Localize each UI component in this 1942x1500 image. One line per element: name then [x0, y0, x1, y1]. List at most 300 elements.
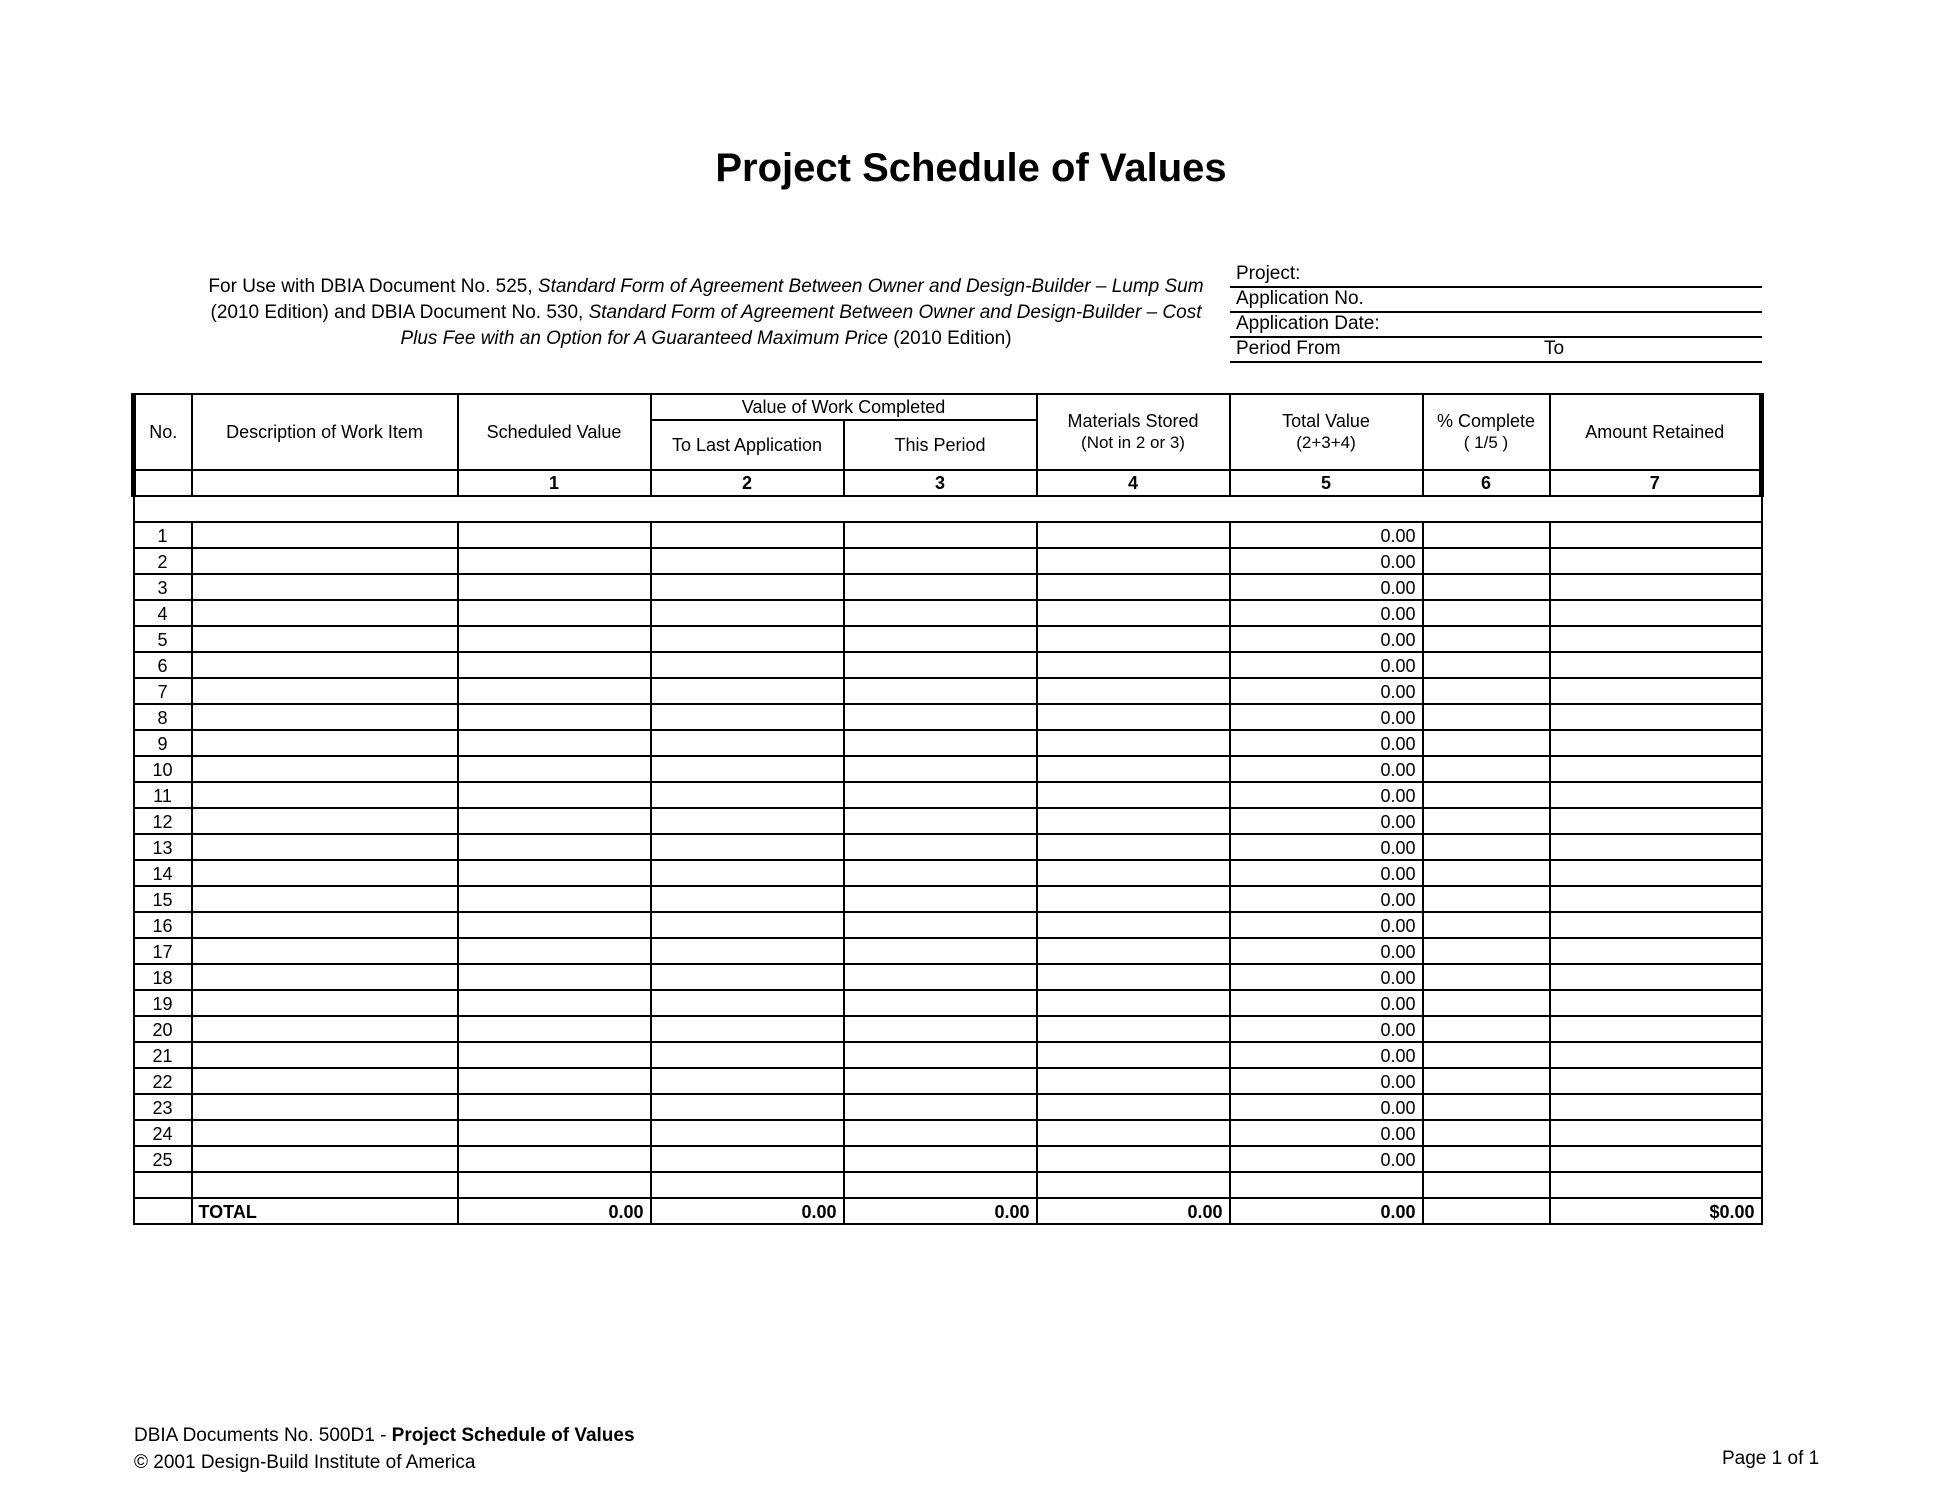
cell-scheduled-value[interactable] — [458, 626, 651, 652]
total-scheduled-value: 0.00 — [458, 1198, 651, 1224]
table-row — [134, 964, 1762, 990]
cell-materials-stored[interactable] — [1037, 548, 1230, 574]
cell-total-value[interactable]: 0.00 — [1230, 1146, 1423, 1172]
cell-scheduled-value[interactable] — [458, 1068, 651, 1094]
cell-total-value[interactable]: 0.00 — [1230, 678, 1423, 704]
cell-amount-retained[interactable] — [1550, 782, 1762, 808]
cell-materials-stored[interactable] — [1037, 938, 1230, 964]
cell-total-value[interactable]: 0.00 — [1230, 704, 1423, 730]
cell-to-last-application[interactable] — [651, 1146, 844, 1172]
project-label: Project: — [1236, 263, 1301, 284]
cell-no[interactable]: 22 — [134, 1068, 192, 1094]
table-row — [134, 938, 1762, 964]
cell-total-value[interactable]: 0.00 — [1230, 964, 1423, 990]
cell-no[interactable]: 19 — [134, 990, 192, 1016]
cell-this-period[interactable] — [844, 756, 1037, 782]
cell-to-last-application[interactable] — [651, 730, 844, 756]
cell-no[interactable]: 4 — [134, 600, 192, 626]
cell-this-period[interactable] — [844, 574, 1037, 600]
header-description: Description of Work Item — [192, 394, 458, 470]
cell-amount-retained[interactable] — [1550, 834, 1762, 860]
header-spacer — [134, 496, 1762, 522]
cell-amount-retained[interactable] — [1550, 1042, 1762, 1068]
cell-materials-stored[interactable] — [1037, 678, 1230, 704]
header-this-period: This Period — [844, 420, 1037, 470]
cell-to-last-application[interactable] — [651, 704, 844, 730]
cell-total-value[interactable]: 0.00 — [1230, 1068, 1423, 1094]
cell-description[interactable] — [192, 782, 458, 808]
cell-amount-retained[interactable] — [1550, 1068, 1762, 1094]
cell-this-period[interactable] — [844, 834, 1037, 860]
table-row — [134, 782, 1762, 808]
cell-description[interactable] — [192, 1094, 458, 1120]
total-amount-retained: $0.00 — [1550, 1198, 1762, 1224]
cell-this-period[interactable] — [844, 1094, 1037, 1120]
cell-to-last-application[interactable] — [651, 600, 844, 626]
cell-description[interactable] — [192, 860, 458, 886]
cell[interactable] — [1037, 1172, 1230, 1198]
cell-to-last-application[interactable] — [651, 1094, 844, 1120]
cell-percent-complete[interactable] — [1423, 1068, 1550, 1094]
cell-scheduled-value[interactable] — [458, 652, 651, 678]
cell-total-value[interactable]: 0.00 — [1230, 626, 1423, 652]
cell-this-period[interactable] — [844, 730, 1037, 756]
application-no-field[interactable] — [1230, 288, 1762, 313]
colnum-6: 6 — [1423, 470, 1550, 496]
cell[interactable] — [1423, 1172, 1550, 1198]
colnum-3: 3 — [844, 470, 1037, 496]
cell-description[interactable] — [192, 730, 458, 756]
cell-percent-complete[interactable] — [1423, 626, 1550, 652]
cell-materials-stored[interactable] — [1037, 522, 1230, 548]
cell-amount-retained[interactable] — [1550, 730, 1762, 756]
application-date-label: Application Date: — [1236, 313, 1380, 334]
cell-percent-complete[interactable] — [1423, 1042, 1550, 1068]
table-row — [134, 704, 1762, 730]
period-field[interactable] — [1230, 338, 1762, 363]
total-label: TOTAL — [192, 1198, 458, 1224]
cell-amount-retained[interactable] — [1550, 938, 1762, 964]
cell-total-value[interactable]: 0.00 — [1230, 522, 1423, 548]
cell-to-last-application[interactable] — [651, 1042, 844, 1068]
application-no-label: Application No. — [1236, 288, 1364, 309]
cell-materials-stored[interactable] — [1037, 834, 1230, 860]
cell-to-last-application[interactable] — [651, 1068, 844, 1094]
cell-amount-retained[interactable] — [1550, 522, 1762, 548]
cell-percent-complete[interactable] — [1423, 1146, 1550, 1172]
header-total-value-label: Total Value — [1282, 411, 1370, 431]
cell-materials-stored[interactable] — [1037, 782, 1230, 808]
cell-to-last-application[interactable] — [651, 886, 844, 912]
table-row — [134, 1068, 1762, 1094]
table-body — [134, 522, 1762, 1172]
cell-description[interactable] — [192, 626, 458, 652]
cell-description[interactable] — [192, 704, 458, 730]
cell-percent-complete[interactable] — [1423, 964, 1550, 990]
cell-total-value[interactable]: 0.00 — [1230, 730, 1423, 756]
cell-scheduled-value[interactable] — [458, 964, 651, 990]
cell-scheduled-value[interactable] — [458, 860, 651, 886]
intro-form-525-title: Standard Form of Agreement Between Owner and Design-Builder – Lump Sum — [537, 276, 1204, 297]
cell-to-last-application[interactable] — [651, 626, 844, 652]
cell-no[interactable]: 16 — [134, 912, 192, 938]
cell-description[interactable] — [192, 548, 458, 574]
cell-scheduled-value[interactable] — [458, 1146, 651, 1172]
cell-description[interactable] — [192, 912, 458, 938]
cell-total-value[interactable]: 0.00 — [1230, 938, 1423, 964]
cell-this-period[interactable] — [844, 1042, 1037, 1068]
cell-this-period[interactable] — [844, 626, 1037, 652]
header-percent-complete — [1423, 394, 1550, 470]
cell-percent-complete[interactable] — [1423, 756, 1550, 782]
footer-doc-prefix: DBIA Documents No. 500D1 - — [134, 1425, 392, 1446]
cell-percent-complete[interactable] — [1423, 990, 1550, 1016]
cell-no[interactable]: 9 — [134, 730, 192, 756]
colnum-2: 2 — [651, 470, 844, 496]
cell-no[interactable]: 3 — [134, 574, 192, 600]
cell-no[interactable]: 11 — [134, 782, 192, 808]
project-field[interactable] — [1230, 263, 1762, 288]
cell-no[interactable]: 5 — [134, 626, 192, 652]
intro-text-3: (2010 Edition) — [887, 328, 1012, 349]
colnum-5: 5 — [1230, 470, 1423, 496]
colnum-blank-no — [134, 470, 192, 496]
cell-total-value[interactable]: 0.00 — [1230, 756, 1423, 782]
cell-total-value[interactable]: 0.00 — [1230, 860, 1423, 886]
table-row — [134, 600, 1762, 626]
cell-scheduled-value[interactable] — [458, 730, 651, 756]
cell-materials-stored[interactable] — [1037, 1016, 1230, 1042]
cell-this-period[interactable] — [844, 938, 1037, 964]
cell-scheduled-value[interactable] — [458, 834, 651, 860]
cell-description[interactable] — [192, 1016, 458, 1042]
table-row — [134, 574, 1762, 600]
table-row — [134, 808, 1762, 834]
cell-materials-stored[interactable] — [1037, 1146, 1230, 1172]
footer-document-line — [134, 1422, 635, 1449]
cell-this-period[interactable] — [844, 678, 1037, 704]
cell-amount-retained[interactable] — [1550, 756, 1762, 782]
table-row — [134, 1042, 1762, 1068]
cell-scheduled-value[interactable] — [458, 808, 651, 834]
cell[interactable] — [458, 1172, 651, 1198]
cell-this-period[interactable] — [844, 704, 1037, 730]
cell-this-period[interactable] — [844, 782, 1037, 808]
cell-amount-retained[interactable] — [1550, 600, 1762, 626]
cell-this-period[interactable] — [844, 548, 1037, 574]
cell-description[interactable] — [192, 1068, 458, 1094]
cell-materials-stored[interactable] — [1037, 574, 1230, 600]
cell-to-last-application[interactable] — [651, 964, 844, 990]
cell-total-value[interactable]: 0.00 — [1230, 1120, 1423, 1146]
cell-materials-stored[interactable] — [1037, 964, 1230, 990]
header-amount-retained: Amount Retained — [1550, 394, 1762, 470]
cell-no[interactable]: 18 — [134, 964, 192, 990]
cell-no[interactable]: 10 — [134, 756, 192, 782]
cell-amount-retained[interactable] — [1550, 1146, 1762, 1172]
cell-to-last-application[interactable] — [651, 652, 844, 678]
cell[interactable] — [651, 1172, 844, 1198]
cell-no[interactable]: 6 — [134, 652, 192, 678]
cell-percent-complete[interactable] — [1423, 860, 1550, 886]
cell-percent-complete[interactable] — [1423, 704, 1550, 730]
cell-no[interactable]: 12 — [134, 808, 192, 834]
cell-no[interactable]: 24 — [134, 1120, 192, 1146]
table-row — [134, 652, 1762, 678]
cell-scheduled-value[interactable] — [458, 574, 651, 600]
cell-total-value[interactable]: 0.00 — [1230, 782, 1423, 808]
cell-scheduled-value[interactable] — [458, 782, 651, 808]
cell-this-period[interactable] — [844, 912, 1037, 938]
cell-materials-stored[interactable] — [1037, 1068, 1230, 1094]
table-row — [134, 1146, 1762, 1172]
cell-percent-complete[interactable] — [1423, 938, 1550, 964]
cell-to-last-application[interactable] — [651, 860, 844, 886]
cell-to-last-application[interactable] — [651, 782, 844, 808]
cell-percent-complete[interactable] — [1423, 652, 1550, 678]
header-to-last-application: To Last Application — [651, 420, 844, 470]
cell-no[interactable]: 2 — [134, 548, 192, 574]
header-total-value — [1230, 394, 1423, 470]
cell-no[interactable]: 8 — [134, 704, 192, 730]
cell-percent-complete[interactable] — [1423, 730, 1550, 756]
header-percent-complete-note: ( 1/5 ) — [1463, 433, 1509, 452]
cell-total-value[interactable]: 0.00 — [1230, 990, 1423, 1016]
blank-row — [134, 1172, 1762, 1198]
cell-materials-stored[interactable] — [1037, 756, 1230, 782]
cell-description[interactable] — [192, 834, 458, 860]
cell-amount-retained[interactable] — [1550, 626, 1762, 652]
cell-amount-retained[interactable] — [1550, 548, 1762, 574]
cell-percent-complete[interactable] — [1423, 808, 1550, 834]
cell[interactable] — [1230, 1172, 1423, 1198]
cell-description[interactable] — [192, 990, 458, 1016]
cell-this-period[interactable] — [844, 990, 1037, 1016]
cell-total-value[interactable]: 0.00 — [1230, 574, 1423, 600]
cell-this-period[interactable] — [844, 964, 1037, 990]
cell-description[interactable] — [192, 574, 458, 600]
cell-description[interactable] — [192, 756, 458, 782]
cell-this-period[interactable] — [844, 1016, 1037, 1042]
cell-amount-retained[interactable] — [1550, 1094, 1762, 1120]
cell-materials-stored[interactable] — [1037, 1094, 1230, 1120]
total-materials-stored: 0.00 — [1037, 1198, 1230, 1224]
cell[interactable] — [1550, 1172, 1762, 1198]
cell-materials-stored[interactable] — [1037, 652, 1230, 678]
cell[interactable] — [134, 1172, 192, 1198]
table-row — [134, 730, 1762, 756]
cell-description[interactable] — [192, 1146, 458, 1172]
cell-amount-retained[interactable] — [1550, 574, 1762, 600]
cell-amount-retained[interactable] — [1550, 678, 1762, 704]
cell-materials-stored[interactable] — [1037, 704, 1230, 730]
header-no: No. — [134, 394, 192, 470]
cell-percent-complete[interactable] — [1423, 600, 1550, 626]
cell-to-last-application[interactable] — [651, 834, 844, 860]
cell-percent-complete[interactable] — [1423, 574, 1550, 600]
intro-text-2: (2010 Edition) and DBIA Document No. 530, — [210, 302, 589, 323]
cell-description[interactable] — [192, 678, 458, 704]
cell-to-last-application[interactable] — [651, 1120, 844, 1146]
cell-percent-complete[interactable] — [1423, 834, 1550, 860]
cell-description[interactable] — [192, 808, 458, 834]
cell-amount-retained[interactable] — [1550, 860, 1762, 886]
cell-scheduled-value[interactable] — [458, 678, 651, 704]
cell-scheduled-value[interactable] — [458, 522, 651, 548]
total-this-period: 0.00 — [844, 1198, 1037, 1224]
cell-materials-stored[interactable] — [1037, 1042, 1230, 1068]
cell-scheduled-value[interactable] — [458, 1042, 651, 1068]
cell-total-value[interactable]: 0.00 — [1230, 548, 1423, 574]
cell-no[interactable]: 15 — [134, 886, 192, 912]
cell-description[interactable] — [192, 522, 458, 548]
cell-materials-stored[interactable] — [1037, 860, 1230, 886]
cell-scheduled-value[interactable] — [458, 1120, 651, 1146]
total-row — [134, 1198, 1762, 1224]
cell-total-value[interactable]: 0.00 — [1230, 652, 1423, 678]
application-info — [1230, 263, 1762, 363]
cell-to-last-application[interactable] — [651, 990, 844, 1016]
cell-no[interactable]: 14 — [134, 860, 192, 886]
cell-materials-stored[interactable] — [1037, 730, 1230, 756]
cell-percent-complete[interactable] — [1423, 782, 1550, 808]
cell-scheduled-value[interactable] — [458, 990, 651, 1016]
cell-to-last-application[interactable] — [651, 522, 844, 548]
cell-to-last-application[interactable] — [651, 574, 844, 600]
cell-no[interactable]: 21 — [134, 1042, 192, 1068]
cell[interactable] — [192, 1172, 458, 1198]
cell-no[interactable]: 25 — [134, 1146, 192, 1172]
cell-to-last-application[interactable] — [651, 678, 844, 704]
cell-scheduled-value[interactable] — [458, 1094, 651, 1120]
colnum-4: 4 — [1037, 470, 1230, 496]
cell-percent-complete[interactable] — [1423, 1120, 1550, 1146]
total-to-last-application: 0.00 — [651, 1198, 844, 1224]
cell-scheduled-value[interactable] — [458, 756, 651, 782]
cell-amount-retained[interactable] — [1550, 808, 1762, 834]
cell-amount-retained[interactable] — [1550, 1016, 1762, 1042]
cell-total-value[interactable]: 0.00 — [1230, 886, 1423, 912]
footer-doc-title: Project Schedule of Values — [391, 1425, 635, 1446]
cell-amount-retained[interactable] — [1550, 1120, 1762, 1146]
cell-amount-retained[interactable] — [1550, 912, 1762, 938]
cell-scheduled-value[interactable] — [458, 1016, 651, 1042]
cell-description[interactable] — [192, 600, 458, 626]
table-row — [134, 1016, 1762, 1042]
header-materials-stored — [1037, 394, 1230, 470]
cell-no[interactable]: 1 — [134, 522, 192, 548]
cell-scheduled-value[interactable] — [458, 548, 651, 574]
cell-this-period[interactable] — [844, 860, 1037, 886]
cell-amount-retained[interactable] — [1550, 704, 1762, 730]
header-materials-stored-note: (Not in 2 or 3) — [1081, 433, 1185, 452]
colnum-7: 7 — [1550, 470, 1762, 496]
colnum-1: 1 — [458, 470, 651, 496]
cell-materials-stored[interactable] — [1037, 808, 1230, 834]
footer-left — [134, 1422, 635, 1476]
cell-total-value[interactable]: 0.00 — [1230, 834, 1423, 860]
cell-no[interactable]: 23 — [134, 1094, 192, 1120]
cell-percent-complete[interactable] — [1423, 678, 1550, 704]
page-number: Page 1 of 1 — [1722, 1448, 1820, 1469]
cell-percent-complete[interactable] — [1423, 912, 1550, 938]
cell-to-last-application[interactable] — [651, 756, 844, 782]
cell-amount-retained[interactable] — [1550, 990, 1762, 1016]
cell-percent-complete[interactable] — [1423, 522, 1550, 548]
page-title: Project Schedule of Values — [715, 146, 1227, 190]
cell-to-last-application[interactable] — [651, 808, 844, 834]
cell-no[interactable]: 13 — [134, 834, 192, 860]
cell-to-last-application[interactable] — [651, 938, 844, 964]
cell-amount-retained[interactable] — [1550, 886, 1762, 912]
cell-no[interactable]: 20 — [134, 1016, 192, 1042]
cell-amount-retained[interactable] — [1550, 652, 1762, 678]
cell-materials-stored[interactable] — [1037, 626, 1230, 652]
cell-no[interactable]: 7 — [134, 678, 192, 704]
application-date-field[interactable] — [1230, 313, 1762, 338]
cell-percent-complete[interactable] — [1423, 886, 1550, 912]
cell-total-value[interactable]: 0.00 — [1230, 1042, 1423, 1068]
intro-text-1: For Use with DBIA Document No. 525, — [208, 276, 538, 297]
cell-description[interactable] — [192, 652, 458, 678]
cell-description[interactable] — [192, 1042, 458, 1068]
table-row — [134, 1094, 1762, 1120]
cell-materials-stored[interactable] — [1037, 1120, 1230, 1146]
cell-total-value[interactable]: 0.00 — [1230, 808, 1423, 834]
table-row — [134, 1120, 1762, 1146]
cell-this-period[interactable] — [844, 808, 1037, 834]
cell-total-value[interactable]: 0.00 — [1230, 1094, 1423, 1120]
cell-to-last-application[interactable] — [651, 548, 844, 574]
cell-percent-complete[interactable] — [1423, 1094, 1550, 1120]
cell-scheduled-value[interactable] — [458, 938, 651, 964]
cell-this-period[interactable] — [844, 1068, 1037, 1094]
cell-total-value[interactable]: 0.00 — [1230, 1016, 1423, 1042]
cell-this-period[interactable] — [844, 522, 1037, 548]
cell-to-last-application[interactable] — [651, 1016, 844, 1042]
cell-amount-retained[interactable] — [1550, 964, 1762, 990]
cell[interactable] — [844, 1172, 1037, 1198]
cell-this-period[interactable] — [844, 1120, 1037, 1146]
cell-total-value[interactable]: 0.00 — [1230, 912, 1423, 938]
header-value-of-work-completed: Value of Work Completed — [651, 394, 1037, 420]
cell-description[interactable] — [192, 938, 458, 964]
cell-this-period[interactable] — [844, 652, 1037, 678]
cell-description[interactable] — [192, 964, 458, 990]
cell-scheduled-value[interactable] — [458, 912, 651, 938]
cell-percent-complete[interactable] — [1423, 548, 1550, 574]
table-row — [134, 678, 1762, 704]
cell-percent-complete[interactable] — [1423, 1016, 1550, 1042]
cell-scheduled-value[interactable] — [458, 600, 651, 626]
total-total-value: 0.00 — [1230, 1198, 1423, 1224]
cell-scheduled-value[interactable] — [458, 886, 651, 912]
cell-scheduled-value[interactable] — [458, 704, 651, 730]
cell-materials-stored[interactable] — [1037, 990, 1230, 1016]
cell-this-period[interactable] — [844, 886, 1037, 912]
cell-this-period[interactable] — [844, 1146, 1037, 1172]
cell-total-value[interactable]: 0.00 — [1230, 600, 1423, 626]
cell-materials-stored[interactable] — [1037, 912, 1230, 938]
table-row — [134, 522, 1762, 548]
cell-description[interactable] — [192, 1120, 458, 1146]
cell-materials-stored[interactable] — [1037, 600, 1230, 626]
cell-this-period[interactable] — [844, 600, 1037, 626]
cell-no[interactable]: 17 — [134, 938, 192, 964]
cell-materials-stored[interactable] — [1037, 886, 1230, 912]
cell-to-last-application[interactable] — [651, 912, 844, 938]
cell-description[interactable] — [192, 886, 458, 912]
